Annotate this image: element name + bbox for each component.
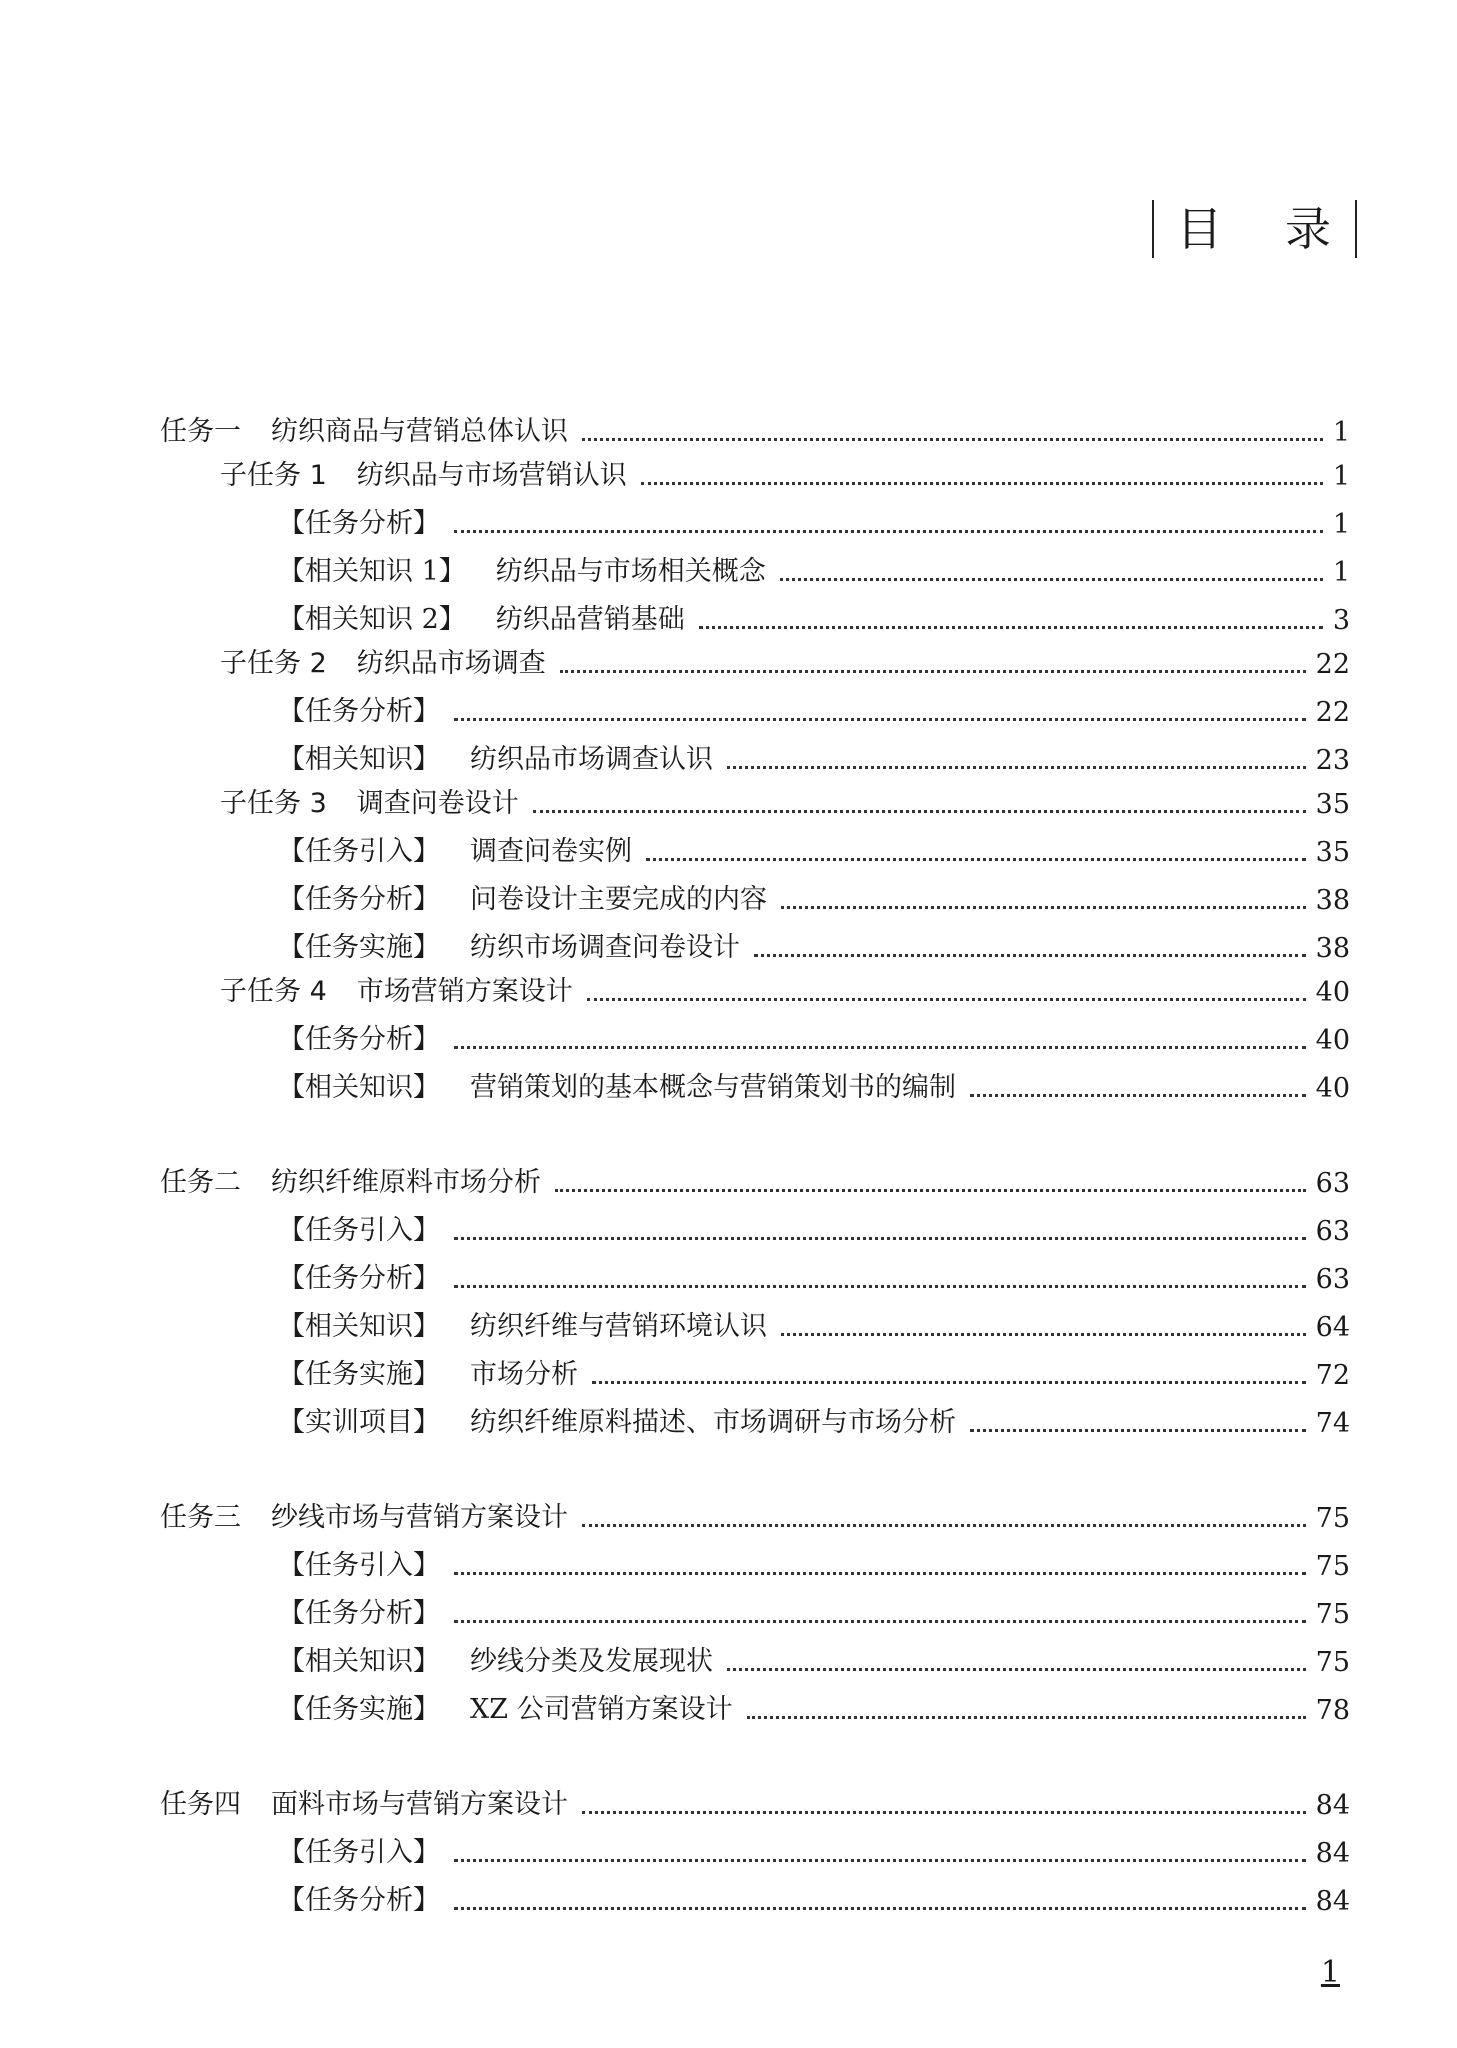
toc-entry-text: 纺织纤维与营销环境认识 [470, 1311, 767, 1342]
toc-entry-title [160, 409, 568, 448]
dot-leader [582, 1524, 1306, 1527]
toc-entry[interactable] [160, 540, 1350, 588]
toc-entry-text: XZ 公司营销方案设计 [470, 1694, 733, 1725]
toc-entry-label: 【任务引入】 [278, 1837, 440, 1868]
toc-entry-title [220, 641, 546, 680]
toc-entry-label: 【任务分析】 [278, 1885, 440, 1916]
toc-entry-label: 任务三 [160, 1502, 241, 1533]
header-right-bar [1355, 200, 1357, 258]
dot-leader [454, 1046, 1306, 1049]
toc-entry-text: 纺织品与市场相关概念 [495, 556, 766, 587]
toc-entry[interactable] [160, 1199, 1350, 1247]
toc-entry-label: 任务四 [160, 1789, 241, 1820]
toc-entry-page: 75 [1315, 1599, 1350, 1630]
dot-leader [727, 1668, 1306, 1671]
toc-entry-text: 市场分析 [470, 1359, 578, 1390]
toc-entry-title [278, 1065, 956, 1104]
toc-entry[interactable] [160, 1821, 1350, 1869]
section-spacer [160, 1726, 1350, 1778]
dot-leader [699, 626, 1323, 629]
toc-entry-page: 1 [1332, 509, 1350, 540]
toc-entry-text: 纱线分类及发展现状 [470, 1646, 713, 1677]
toc-entry-title [278, 1543, 440, 1582]
toc-entry-label: 子任务 3 [220, 788, 327, 819]
toc-entry-title [278, 689, 440, 728]
toc-entry-text: 面料市场与营销方案设计 [271, 1789, 568, 1820]
toc-entry-page: 74 [1315, 1408, 1350, 1439]
toc-entry-title [278, 829, 632, 868]
toc-entry-page: 72 [1315, 1360, 1350, 1391]
toc-entry-page: 40 [1315, 1025, 1350, 1056]
toc-entry-page: 40 [1315, 977, 1350, 1008]
toc-entry-text: 调查问卷实例 [470, 836, 632, 867]
toc-entry-label: 【实训项目】 [278, 1407, 440, 1438]
toc-entry-page: 38 [1315, 885, 1350, 916]
toc-entry-title [160, 1782, 568, 1821]
toc-entry-label: 【任务引入】 [278, 1215, 440, 1246]
table-of-contents [160, 405, 1350, 1917]
toc-entry-title [278, 1352, 578, 1391]
toc-entry[interactable] [160, 916, 1350, 964]
toc-entry[interactable] [160, 1491, 1350, 1534]
toc-entry-page: 1 [1332, 557, 1350, 588]
toc-entry-page: 63 [1315, 1168, 1350, 1199]
dot-leader [454, 1237, 1306, 1240]
toc-entry[interactable] [160, 1630, 1350, 1678]
toc-entry-title [278, 1256, 440, 1295]
toc-entry-title [160, 1495, 568, 1534]
toc-entry-title [278, 1687, 733, 1726]
toc-entry-page: 63 [1315, 1264, 1350, 1295]
dot-leader [587, 998, 1306, 1001]
toc-entry[interactable] [160, 1678, 1350, 1726]
toc-entry-page: 23 [1315, 745, 1350, 776]
toc-entry-label: 【任务分析】 [278, 696, 440, 727]
toc-entry-page: 35 [1315, 789, 1350, 820]
toc-entry-title [278, 549, 766, 588]
toc-entry-page: 64 [1315, 1312, 1350, 1343]
toc-entry-title [278, 925, 740, 964]
toc-entry[interactable] [160, 448, 1350, 492]
toc-entry-label: 【相关知识】 [278, 744, 440, 775]
dot-leader [754, 954, 1306, 957]
toc-entry-label: 子任务 4 [220, 976, 327, 1007]
toc-entry-text: 调查问卷设计 [356, 788, 519, 819]
toc-entry-page: 75 [1315, 1551, 1350, 1582]
dot-leader [780, 578, 1323, 581]
section-spacer [160, 1439, 1350, 1491]
toc-entry-text: 纺织品市场调查认识 [470, 744, 713, 775]
toc-entry-text: 纺织品市场调查 [356, 648, 546, 679]
toc-entry-label: 【相关知识 2】 [278, 604, 466, 635]
toc-entry-text: 问卷设计主要完成的内容 [470, 884, 767, 915]
toc-entry-title [278, 501, 440, 540]
toc-entry[interactable] [160, 1295, 1350, 1343]
toc-entry-page: 84 [1315, 1886, 1350, 1917]
toc-entry-title [160, 1160, 541, 1199]
toc-entry-page: 84 [1315, 1838, 1350, 1869]
toc-entry-label: 【任务引入】 [278, 836, 440, 867]
toc-entry[interactable] [160, 1247, 1350, 1295]
toc-entry-text: 纺织商品与营销总体认识 [271, 416, 568, 447]
toc-entry-page: 1 [1332, 461, 1350, 492]
toc-entry[interactable] [160, 868, 1350, 916]
toc-entry-label: 子任务 1 [220, 460, 327, 491]
dot-leader [781, 1333, 1306, 1336]
toc-entry-page: 3 [1332, 605, 1350, 636]
toc-entry-label: 【相关知识 1】 [278, 556, 466, 587]
dot-leader [747, 1716, 1306, 1719]
toc-entry-label: 子任务 2 [220, 648, 327, 679]
toc-entry-page: 75 [1315, 1503, 1350, 1534]
toc-entry-label: 【任务分析】 [278, 1024, 440, 1055]
toc-entry-label: 【任务分析】 [278, 508, 440, 539]
dot-leader [592, 1381, 1306, 1384]
toc-entry-label: 【相关知识】 [278, 1311, 440, 1342]
toc-entry[interactable] [160, 1343, 1350, 1391]
toc-entry-page: 1 [1332, 417, 1350, 448]
dot-leader [970, 1429, 1306, 1432]
toc-entry-label: 任务一 [160, 416, 241, 447]
dot-leader [727, 766, 1306, 769]
toc-entry-text: 营销策划的基本概念与营销策划书的编制 [470, 1072, 956, 1103]
toc-entry-page: 35 [1315, 837, 1350, 868]
toc-entry[interactable] [160, 1582, 1350, 1630]
toc-entry-page: 40 [1315, 1073, 1350, 1104]
toc-entry[interactable] [160, 405, 1350, 448]
dot-leader [560, 670, 1306, 673]
toc-entry[interactable] [160, 1391, 1350, 1439]
toc-entry[interactable] [160, 820, 1350, 868]
toc-entry-label: 【任务分析】 [278, 1263, 440, 1294]
dot-leader [555, 1189, 1306, 1192]
section-spacer [160, 1104, 1350, 1156]
dot-leader [641, 482, 1323, 485]
toc-entry-title [278, 1400, 956, 1439]
toc-entry-title [278, 877, 767, 916]
dot-leader [582, 1811, 1306, 1814]
toc-entry[interactable] [160, 1056, 1350, 1104]
toc-entry-label: 【任务分析】 [278, 884, 440, 915]
toc-entry[interactable] [160, 964, 1350, 1008]
toc-entry[interactable] [160, 492, 1350, 540]
toc-entry-title [220, 781, 519, 820]
toc-entry-label: 【任务分析】 [278, 1598, 440, 1629]
toc-entry[interactable] [160, 680, 1350, 728]
toc-entry[interactable] [160, 1778, 1350, 1821]
toc-entry-label: 【任务实施】 [278, 1359, 440, 1390]
dot-leader [781, 906, 1306, 909]
toc-entry-page: 75 [1315, 1647, 1350, 1678]
toc-entry-title [278, 1208, 440, 1247]
toc-entry-page: 78 [1315, 1695, 1350, 1726]
toc-entry-title [220, 969, 573, 1008]
toc-entry-label: 【任务实施】 [278, 932, 440, 963]
toc-entry-page: 22 [1315, 697, 1350, 728]
toc-entry-page: 84 [1315, 1790, 1350, 1821]
toc-entry-page: 38 [1315, 933, 1350, 964]
toc-entry-title [278, 1591, 440, 1630]
toc-entry[interactable] [160, 636, 1350, 680]
page-number: 1 [1320, 1955, 1340, 1990]
toc-entry-label: 【任务实施】 [278, 1694, 440, 1725]
dot-leader [533, 810, 1306, 813]
toc-entry-title [278, 737, 713, 776]
toc-entry[interactable] [160, 1534, 1350, 1582]
dot-leader [454, 530, 1323, 533]
toc-entry-page: 63 [1315, 1216, 1350, 1247]
toc-header [1152, 200, 1357, 258]
toc-entry[interactable] [160, 728, 1350, 776]
toc-entry-label: 【相关知识】 [278, 1072, 440, 1103]
toc-entry[interactable] [160, 588, 1350, 636]
toc-entry-text: 纺织市场调查问卷设计 [470, 932, 740, 963]
dot-leader [454, 718, 1306, 721]
toc-entry-text: 纺织品与市场营销认识 [356, 460, 627, 491]
toc-entry-title [278, 597, 685, 636]
toc-entry-label: 任务二 [160, 1167, 241, 1198]
toc-entry-label: 【相关知识】 [278, 1646, 440, 1677]
dot-leader [582, 438, 1323, 441]
toc-entry-text: 纺织纤维原料市场分析 [271, 1167, 541, 1198]
toc-entry-title [278, 1304, 767, 1343]
toc-entry-text: 纺织品营销基础 [495, 604, 685, 635]
toc-entry-title [278, 1639, 713, 1678]
toc-entry[interactable] [160, 1869, 1350, 1917]
toc-entry-title [220, 453, 627, 492]
dot-leader [454, 1907, 1306, 1910]
toc-entry-title [278, 1017, 440, 1056]
toc-entry-text: 纺织纤维原料描述、市场调研与市场分析 [470, 1407, 956, 1438]
dot-leader [454, 1859, 1306, 1862]
toc-entry[interactable] [160, 1008, 1350, 1056]
dot-leader [646, 858, 1306, 861]
toc-entry-title [278, 1878, 440, 1917]
toc-entry[interactable] [160, 1156, 1350, 1199]
toc-entry-text: 市场营销方案设计 [356, 976, 573, 1007]
toc-entry-page: 22 [1315, 649, 1350, 680]
dot-leader [454, 1620, 1306, 1623]
page-title: 目 录 [1176, 202, 1355, 256]
toc-entry-text: 纱线市场与营销方案设计 [271, 1502, 568, 1533]
dot-leader [454, 1572, 1306, 1575]
dot-leader [454, 1285, 1306, 1288]
dot-leader [970, 1094, 1306, 1097]
toc-entry-label: 【任务引入】 [278, 1550, 440, 1581]
toc-entry-title [278, 1830, 440, 1869]
toc-entry[interactable] [160, 776, 1350, 820]
